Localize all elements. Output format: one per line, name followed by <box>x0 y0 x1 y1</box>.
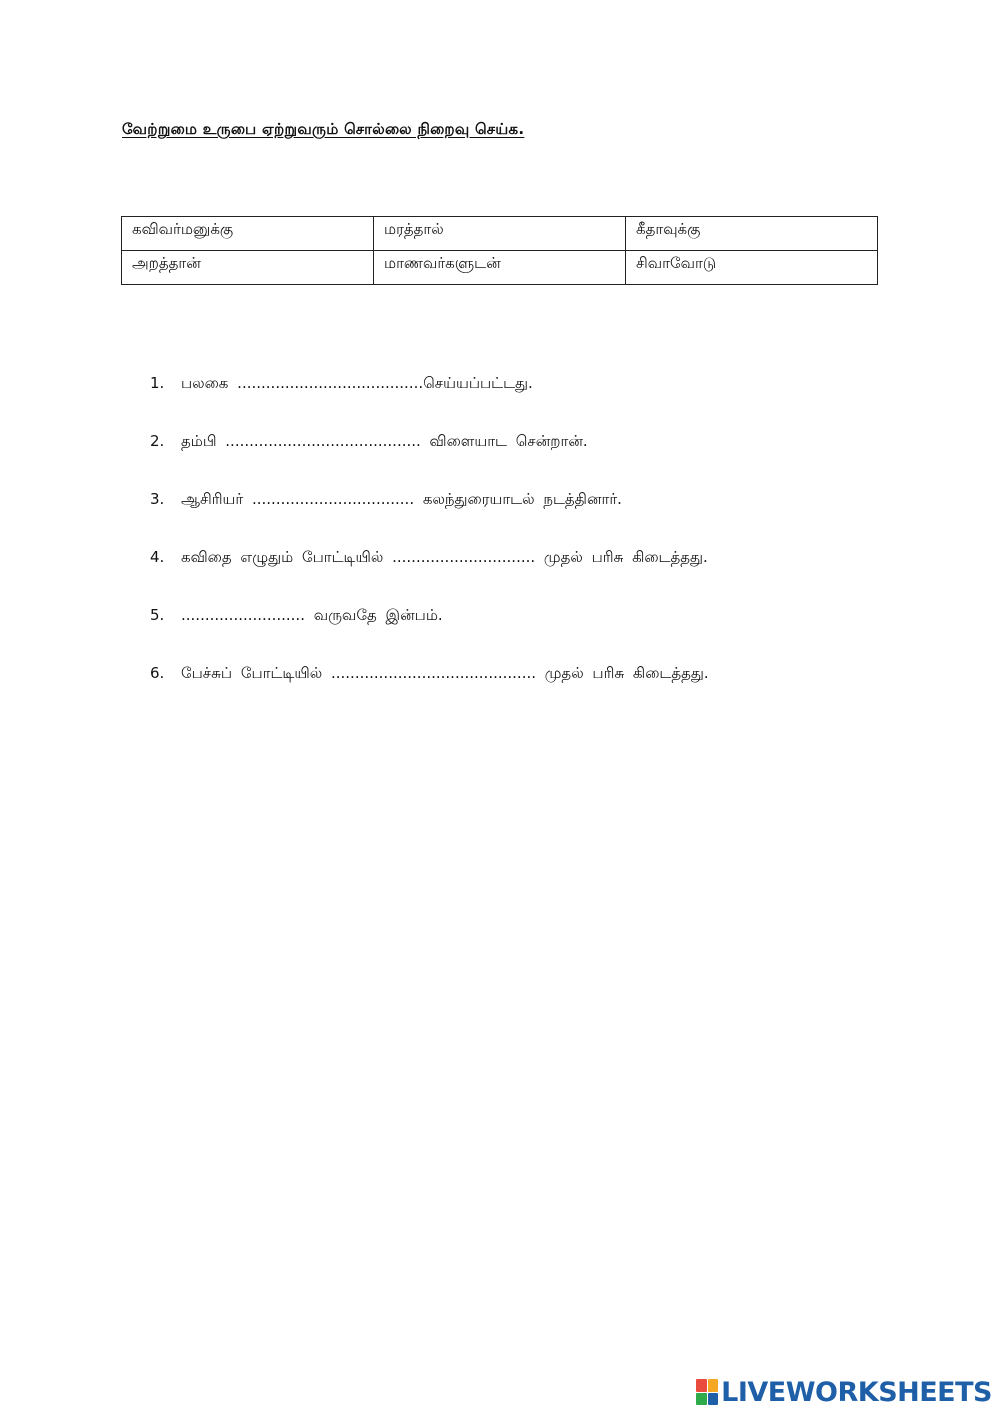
table-cell: கீதாவுக்கு <box>626 217 878 251</box>
table-cell: சிவாவோடு <box>626 251 878 285</box>
logo-square <box>708 1379 719 1392</box>
logo-text: LIVEWORKSHEETS <box>721 1376 992 1408</box>
logo-square <box>708 1393 719 1406</box>
table-cell: மாணவர்களுடன் <box>374 251 626 285</box>
page-title: வேற்றுமை உருபை ஏற்றுவரும் சொல்லை நிறைவு செய்க. <box>122 120 525 138</box>
table-row <box>122 251 878 285</box>
question-number: 6. <box>150 664 165 682</box>
question-text: பலகை .......................................செய்யப்பட்டது. <box>181 374 533 392</box>
liveworksheets-logo <box>696 1375 992 1409</box>
question-item <box>150 664 709 722</box>
logo-square <box>696 1393 707 1406</box>
question-text: கவிதை எழுதும் போட்டியில் .............................. முதல் பரிசு கிடைத்தது. <box>181 548 708 566</box>
question-number: 4. <box>150 548 165 566</box>
question-number: 2. <box>150 432 165 450</box>
question-number: 5. <box>150 606 165 624</box>
question-item <box>150 432 709 490</box>
question-item <box>150 490 709 548</box>
logo-square <box>696 1379 707 1392</box>
question-item <box>150 374 709 432</box>
question-text: ஆசிரியர் .................................. கலந்துரையாடல் நடத்தினார். <box>181 490 622 508</box>
question-list <box>150 374 709 722</box>
table-cell: மரத்தால் <box>374 217 626 251</box>
question-number: 3. <box>150 490 165 508</box>
question-text: தம்பி ......................................... விளையாட சென்றான். <box>181 432 588 450</box>
word-bank-table <box>121 216 878 285</box>
table-cell: கவிவர்மனுக்கு <box>122 217 374 251</box>
question-item <box>150 548 709 606</box>
table-row <box>122 217 878 251</box>
question-text: .......................... வருவதே இன்பம். <box>181 606 443 624</box>
table-cell: அறத்தான் <box>122 251 374 285</box>
question-number: 1. <box>150 374 165 392</box>
question-item <box>150 606 709 664</box>
question-text: பேச்சுப் போட்டியில் ........................................... முதல் பரிசு கிடைத்தது. <box>181 664 709 682</box>
logo-mark-icon <box>696 1379 718 1405</box>
